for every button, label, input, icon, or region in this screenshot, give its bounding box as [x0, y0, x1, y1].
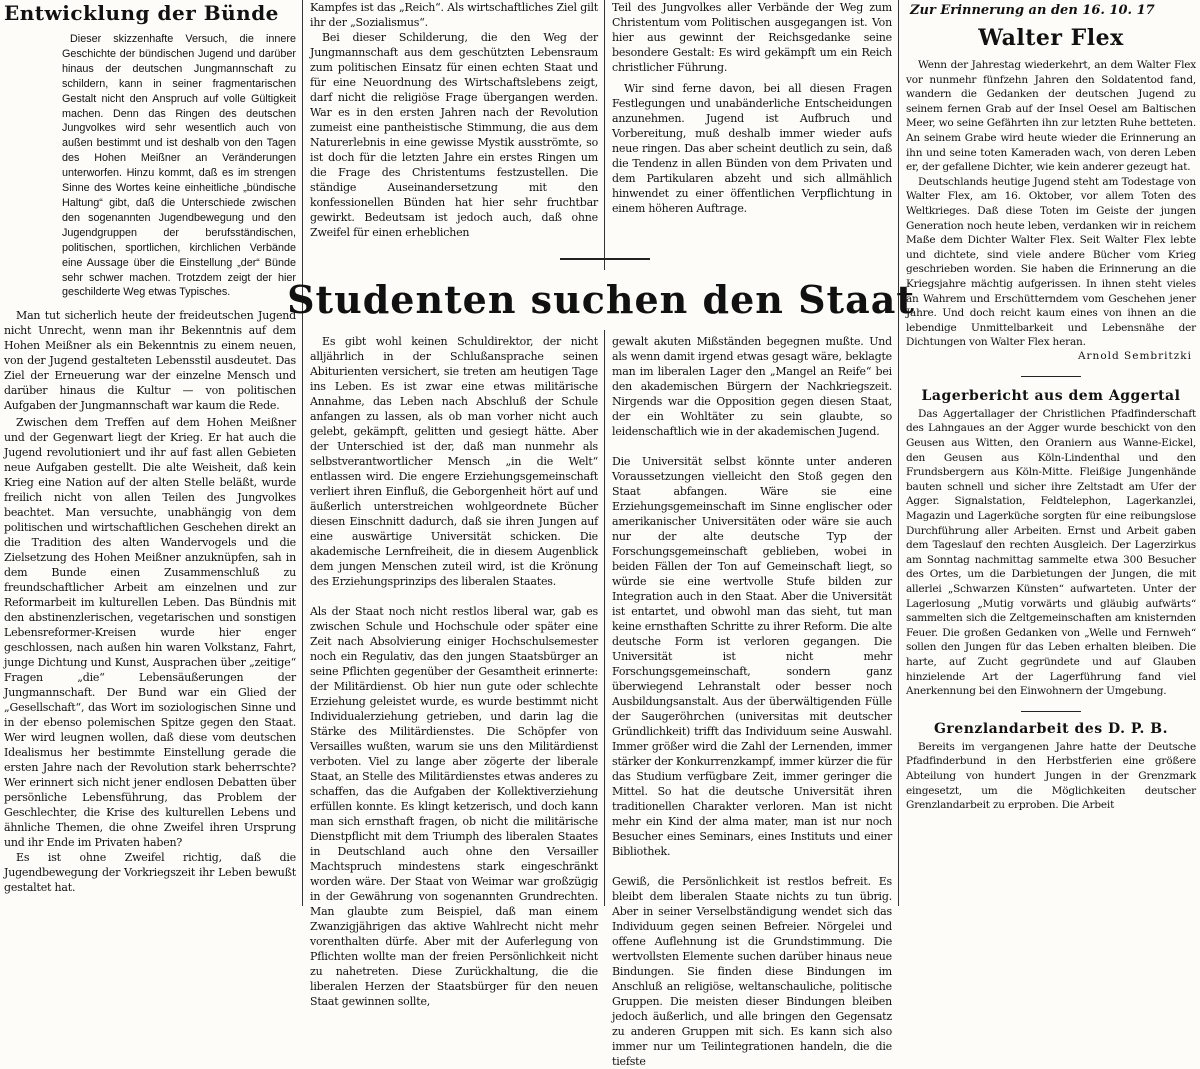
article-paragraph: Bereits im vergangenen Jahre hatte der Deutsche Pfadfinderbund in den Herbstferien eine größere Abteilung von hundert Jungen in der Grenzmark eingesetzt, um die Möglichkeiten deutscher Grenzlandarbeit zu erproben. Die Arbeit: [906, 740, 1196, 812]
article-continuation: [310, 0, 598, 239]
article-paragraph: Das Aggertallager der Christlichen Pfadfinderschaft des Lahngaues an der Agger wurde beschickt von den Geusen aus Witten, den Oraniern aus Wanne-Eickel, den Geusen aus Köln-Lindenthal und den Frundsbergern aus Köln-Mitte. Fleißige Jungenhände bauten schnell und sicher ihre Zeltstadt am Ufer der Agger. Signalstation, Feldtelephon, Lagerkanzlei, Magazin und Lagerküche sorgten für eine reibungslose Durchführung aller Arbeiten. Ernst und Arbeit gaben dem Tageslauf den rechten Ausgleich. Der Lagerzirkus am Sonntag nachmittag sammelte etwa 300 Besucher des Ortes, um die Darbietungen der Jungen, die mit allerlei „Schwarzen Künsten“ aufwarteten. Unter der Lagerlosung „Mutig vorwärts und gläubig aufwärts“ sammelten sich die Zeltgemeinschaften am knisternden Feuer. Die großen Gedanken von „Welle und Fernweh“ sollen den Jungen für das Leben erhalten bleiben. Die harte, auf Zucht gegründete und auf Glauben hinzielende Art der Lagerführung fand viel Anerkennung bei den Einwohnern der Umgebung.: [906, 407, 1196, 698]
article-column-flex: [906, 0, 1196, 906]
article-paragraph: Es gibt wohl keinen Schuldirektor, der nicht alljährlich in der Schlußansprache seinen Abiturienten versichert, sie treten am heutigen Tage ins Leben. Es ist zwar eine etwas militärische Annahme, das Leben nach Abschluß der Schule anfangen zu lassen, als ob man vorher nicht auch gelebt, gekämpft, gelitten und gesiegt hätte. Aber der Unterschied ist der, daß man nunmehr als selbstverantwortlicher Mensch „in die Welt“ entlassen wird. Die engere Erziehungsgemeinschaft verliert ihren Einfluß, die Geborgenheit hört auf und äußerlich unterstreichen wohlgeordnete Bücher diesen Einschnitt dadurch, daß sie ihren Jungen auf eine auswärtige Universität schicken. Die akademische Lernfreiheit, die in diesem Augenblick dem jungen Menschen zuteil wird, ist die Krönung des Erziehungsprinzips des liberalen Staates. Als der Staat noch nicht restlos liberal war, gab es zwischen Schule und Hochschule oder später eine Zeit nach Absolvierung einiger Hochschulsemester noch ein Regulativ, das den jungen Staatsbürger an seine Pflichten gegenüber der Gesamtheit erinnerte: der Militärdienst. Ob hier nun gute oder schlechte Erziehung geleistet wurde, es wurde bestimmt nicht Individualerziehung getrieben, und darin lag die Stärke des Militärdienstes. Die Schöpfer von Versailles wußten, warum sie uns den Militärdienst verboten. Viel zu lange aber zögerte der liberale Staat, an Stelle des Militärdienstes etwas anderes zu schaffen, das die Aufgaben der Kollektiverziehung erfüllen konnte. Es klingt ketzerisch, und doch kann man sich ernsthaft fragen, ob nicht die militärische Dienstpflicht mit dem Triumph des liberalen Staates in Deutschland auch ohne den Versailler Machtspruch mindestens stark eingeschränkt worden wäre. Der Staat von Weimar war großzügig in der Gewährung von sogenannten Grundrechten. Man glaubte zum Beispiel, daß man einem Zwanzigjährigen das aktive Wahlrecht nicht mehr vorenthalten dürfe. Aber mit der Auferlegung von Pflichten wollte man der freien Persönlichkeit nicht zu nahetreten. Diese Zurückhaltung, die die liberalen Herzen der Staatsbürger für den neuen Staat gewinnen sollte,: [310, 335, 598, 1008]
article-column-bunde: [4, 0, 296, 906]
section-divider: [560, 258, 650, 260]
main-article-column-a: [310, 334, 598, 1008]
article-paragraph: Kampfes ist das „Reich“. Als wirtschaftliches Ziel gilt ihr der „Sozialismus“.: [310, 1, 598, 29]
article-lead: Dieser skizzenhafte Versuch, die innere Geschichte der bündischen Jugend und darüber hinaus der deutschen Jungmannschaft zu schildern, kann in seiner fragmentarischen Gestalt nicht den Anspruch auf volle Gültigkeit machen. Denn das Ringen des deutschen Jungvolkes wird sehr wesentlich auch von außen bestimmt und ist deshalb von den Tagen des Hohen Meißner an Veränderungen unterworfen. Hinzu kommt, daß es im strengen Sinne des Wortes keine einheitliche „bündische Haltung“ gibt, daß die Unterschiede zwischen den sogenannten Jugendbewegung und den Jugendgruppen der berufsständischen, politischen, sportlichen, kirchlichen Verbände eine Aussage über die Einstellung „der“ Bünde sehr schwer machen. Trotzdem zeigt der hier geschilderte Weg etwas Typisches.: [62, 33, 296, 299]
article-paragraph: Wir sind ferne davon, bei all diesen Fragen Festlegungen und unabänderliche Entscheidungen anzunehmen. Jugend ist Aufbruch und Vorbereitung, muß deshalb immer wieder aufs neue ringen. Das aber scheint deutlich zu sein, daß die Tendenz in allen Bünden von dem Privaten und dem Partikularen abzeht und sich allmählich hinwendet zu einer öffentlichen Verpflichtung in einem höheren Auftrage.: [612, 82, 892, 215]
article-paragraph: Deutschlands heutige Jugend steht am Todestage von Walter Flex, am 16. Oktober, vor allem Toten des Weltkrieges. Daß diese Toten im Geiste der jungen Generation noch heute leben, verdanken wir in reichem Maße dem Dichter Walter Flex. Seit Walter Flex lebte und dichtete, sind viele andere Bücher vom Krieg geschrieben worden. Sie haben die Erinnerung an die Kriegsjahre mächtig aufgerissen. In ihnen steht vieles an Wahrem und Erschütterndem vom Geschehen jener Jahre. Und doch reicht kaum eines von ihnen an die lebendige Unmittelbarkeit und Lebensnähe der Dichtungen von Walter Flex heran.: [906, 175, 1196, 349]
column-rule: [604, 0, 605, 270]
headline-block: [287, 268, 915, 330]
dateline: Zur Erinnerung an den 16. 10. 17: [910, 3, 1155, 18]
article-title: Walter Flex: [978, 25, 1124, 51]
author-signature: Arnold Sembritzki: [1077, 349, 1192, 362]
main-headline: Studenten suchen den Staat: [287, 276, 915, 322]
article-paragraph: Bei dieser Schilderung, die den Weg der Jungmannschaft aus dem geschützten Lebensraum zum politischen Einsatz für einen echten Staat und für eine Neuordnung des Wirtschaftslebens zeigt, darf nicht die religiöse Frage übergangen werden. War es in den ersten Jahren nach der Revolution zumeist eine pantheistische Stimmung, die aus dem Naturerlebnis in eine gewisse Mystik ausströmte, so ist doch für die letzten Jahre ein erstes Ringen um die Frage des Christentums festzustellen. Die ständige Auseinandersetzung mit den konfessionellen Bünden hat hier sehr fruchtbar gewirkt. Bedeutsam ist jedoch auch, daß ohne Zweifel für einen erheblichen: [310, 31, 598, 239]
section-divider: [1021, 376, 1081, 377]
article-title: Grenzlandarbeit des D. P. B.: [933, 720, 1169, 737]
article-paragraph: Es ist ohne Zweifel richtig, daß die Jugendbewegung der Vorkriegszeit ihr Leben bewußt gestaltet hat.: [4, 851, 296, 895]
article-paragraph: Teil des Jungvolkes aller Verbände der Weg zum Christentum vom Politischen ausgegangen ist. Von hier aus gewinnt der Reichsgedanke seine besondere Gestalt: Es wird gekämpft um ein Reich christlicher Führung.: [612, 1, 892, 74]
main-article-column-b: [612, 334, 892, 1068]
article-title: Entwicklung der Bünde: [4, 1, 279, 25]
column-rule: [302, 0, 303, 906]
column-rule: [898, 0, 899, 906]
article-paragraph: Wenn der Jahrestag wiederkehrt, an dem Walter Flex vor nunmehr fünfzehn Jahren den Soldatentod fand, wandern die Gedanken der deutschen Jugend zu seinem fernen Grab auf der Insel Oesel am Baltischen Meer, wo seine Gefährten ihn zur letzten Ruhe betteten. An seinem Grabe wird heute wieder die Erinnerung an ihn und seine toten Kameraden wach, von deren Leben er, der gefallene Dichter, wie kein anderer gezeugt hat.: [906, 59, 1196, 174]
article-continuation: [612, 0, 892, 240]
section-divider: [1021, 711, 1081, 712]
article-paragraph: Zwischen dem Treffen auf dem Hohen Meißner und der Gegenwart liegt der Krieg. Er hat auch die Jugend revolutioniert und ihr auf fast allen Gebieten neue Aufgaben gestellt. Die alte Weisheit, daß kein Krieg eine Nation auf der alten Stelle beläßt, wurde freilich nicht von allen Teilen des Jungvolkes beachtet. Man versuchte, unabhängig von dem politischen und wirtschaftlichen Geschehen direkt an die Tradition des alten Wandervogels und die Zielsetzung des Hohen Meißner anzuknüpfen, sah in dem Bunde einen Zusammenschluß zu freundschaftlicher Arbeit am einzelnen und zur Reformarbeit im kulturellen Leben. Das Bündnis mit den abstinenzlerischen, vegetarischen und sonstigen Lebensreformer-Kreisen wurde hier enger geschlossen, nach außen hin waren Volkstanz, Fahrt, junge Dichtung und Kunst, Ausprachen über „zeitige“ Fragen „die“ Lebensäußerungen der Jungmannschaft. Der Bund war ein Glied der „Gesellschaft“, das Wort im soziologischen Sinne und in der ebenso polemischen Spitze gegen den Staat. Wer wird leugnen wollen, daß diese vom deutschen Idealismus her bestimmte Einstellung gerade die ersten Jahre nach der Revolution stark beherrschte? Wer erinnert sich nicht jener endlosen Debatten über persönliche Lebensführung, das Problem der Geschlechter, die Krise des kulturellen Lebens und ähnliche Themen, die ohne Zweifel ihren Ursprung und ihr Ende im Privaten haben?: [4, 416, 296, 850]
article-title: Lagerbericht aus dem Aggertal: [921, 387, 1181, 404]
column-rule: [604, 330, 605, 906]
article-paragraph: Man tut sicherlich heute der freideutschen Jugend nicht Unrecht, wenn man ihr Bekenntnis auf dem Hohen Meißner als ein Bekenntnis zu einem neuen, von der Jugend gestalteten Lebensstil ausdeutet. Das Ziel der Erneuerung war der einzelne Mensch und darüber hinaus die Kultur — von politischen Aufgaben der Jungmannschaft war kaum die Rede.: [4, 309, 296, 413]
article-paragraph: gewalt akuten Mißständen begegnen mußte. Und als wenn damit irgend etwas gesagt wäre, beklagte man im liberalen Lager den „Mangel an Reife“ bei den akademischen Bürgern der Nachkriegszeit. Nirgends war die Opposition gegen diesen Staat, der ein Wohltäter zu sein glaubte, so leidenschaftlich wie in der akademischen Jugend. Die Universität selbst könnte unter anderen Voraussetzungen vielleicht den Stoß gegen den Staat abfangen. Wäre sie eine Erziehungsgemeinschaft im Sinne englischer oder amerikanischer Universitäten oder wäre sie auch nur der alte deutsche Typ der Forschungsgemeinschaft geblieben, wobei in beiden Fällen der Ton auf Gemeinschaft liegt, so würde sie eine wertvolle Stufe bilden zur Integration auch in den Staat. Aber die Universität ist entartet, und obwohl man das sieht, tut man keine ernsthaften Schritte zu ihrer Reform. Die alte deutsche Form ist verloren gegangen. Die Universität ist nicht mehr Forschungsgemeinschaft, sondern ganz überwiegend Lehranstalt oder besser noch Ausbildungsanstalt. Aus der überwältigenden Fülle der Saugeröhrchen (universitas mit deutscher Gründlichkeit) trifft das Individuum seine Auswahl. Immer größer wird die Zahl der Lernenden, immer stärker der Konkurrenzkampf, immer kürzer die für das Studium verfügbare Zeit, immer geringer die Mittel. So hat die deutsche Universität ihren traditionellen Charakter verloren. Man ist nicht mehr ein Kind der alma mater, man ist nur noch Besucher eines Seminars, eines Instituts und einer Bibliothek. Gewiß, die Persönlichkeit ist restlos befreit. Es bleibt dem liberalen Staate nichts zu tun übrig. Aber in seiner Verselbständigung wendet sich das Individuum gegen seinen Befreier. Nörgelei und offene Auflehnung ist die Grundstimmung. Die wertvollsten Elemente suchen darüber hinaus neue Bindungen. Sie finden diese Bindungen im Anschluß an religiöse, weltanschauliche, politische Gruppen. Die meisten dieser Bindungen bleiben jedoch äußerlich, und alle bringen den Gegensatz zu anderen Gruppen mit sich. Es kann sich also immer nur um Teilintegrationen handeln, die die tiefste: [612, 335, 892, 1068]
